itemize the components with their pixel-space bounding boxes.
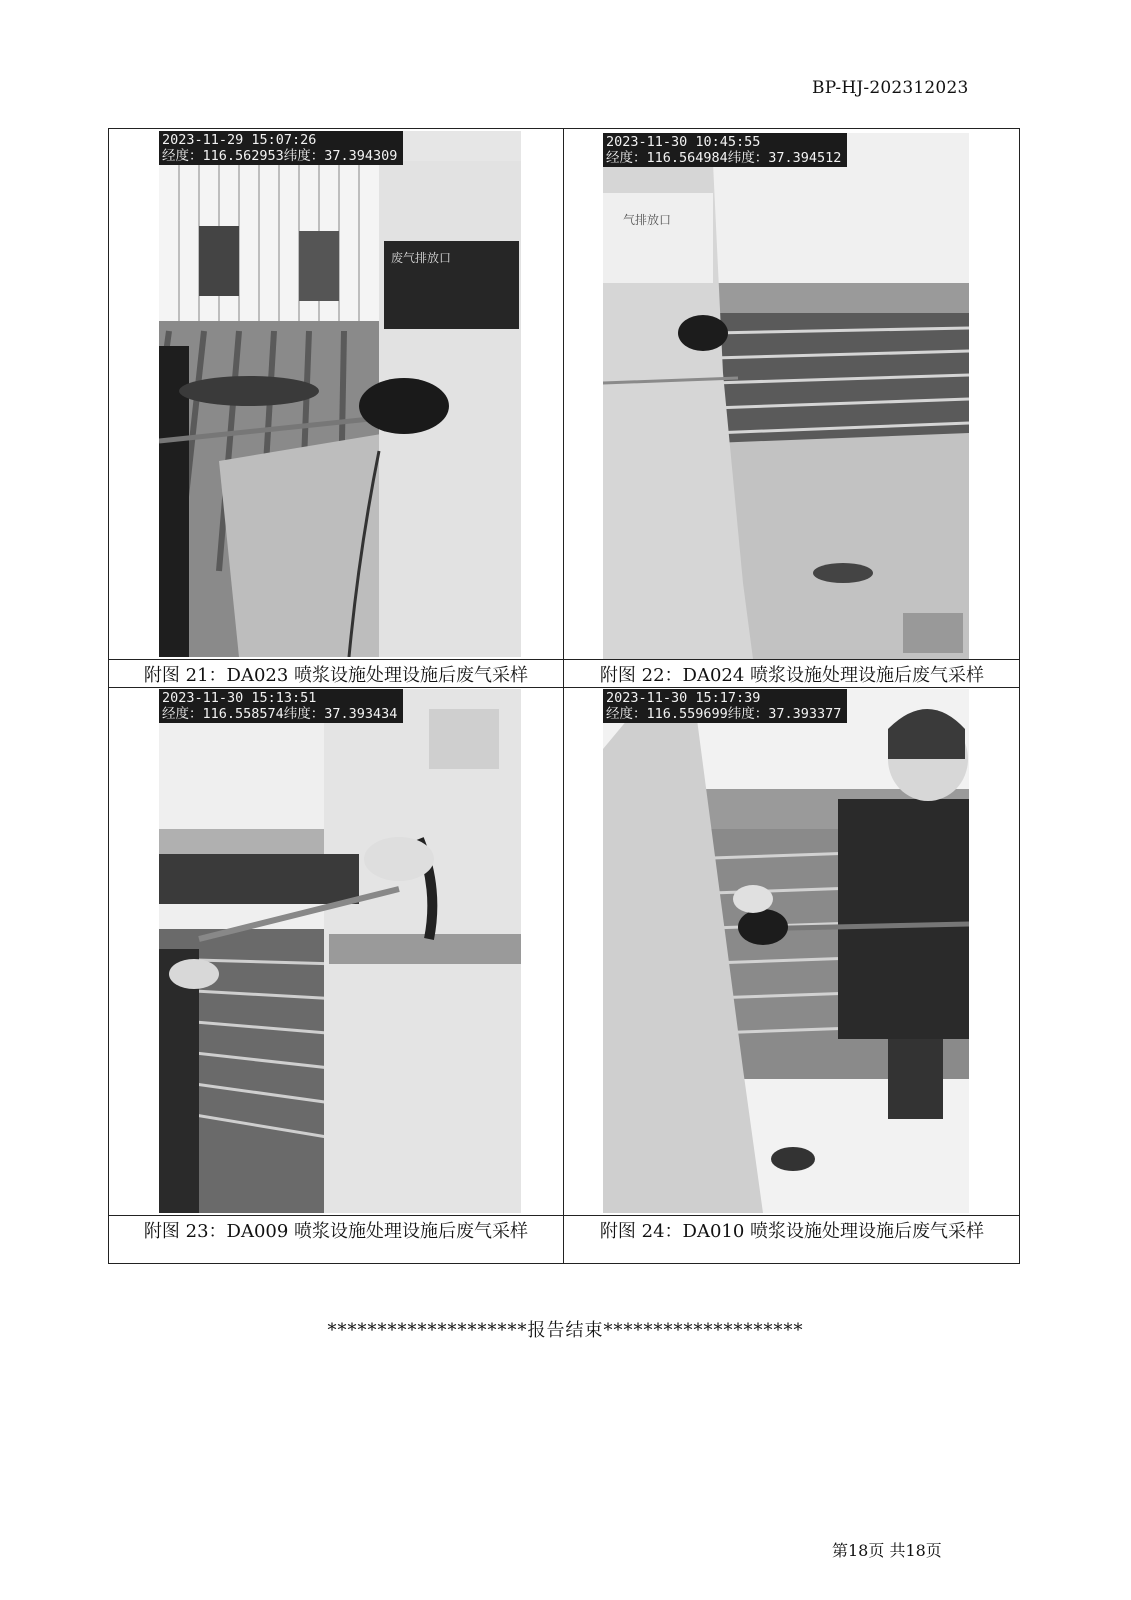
report-end-marker: ********************报告结束********************	[327, 1320, 804, 1341]
photo-21-image	[159, 131, 521, 657]
photo-22-sign-text: 气排放口	[623, 213, 672, 227]
photo-cell-24	[563, 687, 1021, 1265]
photo-24	[603, 689, 969, 1213]
page-number: 第18页 共18页	[832, 1541, 942, 1560]
photo-21-sign-text: 废气排放口	[391, 251, 452, 265]
photo-21-caption: 附图 21：DA023 喷浆设施处理设施后废气采样	[143, 665, 529, 686]
photo-24-timestamp: 2023-11-30 15:17:39 经度：116.559699纬度：37.393377	[603, 689, 847, 723]
photo-21	[159, 131, 521, 657]
document-code: BP-HJ-202312023	[812, 78, 969, 98]
photo-23-caption: 附图 23：DA009 喷浆设施处理设施后废气采样	[143, 1221, 529, 1242]
photo-23-image	[159, 689, 521, 1213]
photo-22-timestamp: 2023-11-30 10:45:55 经度：116.564984纬度：37.394512	[603, 133, 847, 167]
photo-21-timestamp: 2023-11-29 15:07:26 经度：116.562953纬度：37.394309	[159, 131, 403, 165]
photo-24-caption: 附图 24：DA010 喷浆设施处理设施后废气采样	[599, 1221, 985, 1242]
photo-table	[108, 128, 1020, 1264]
photo-cell-22	[563, 129, 1021, 687]
photo-23-timestamp: 2023-11-30 15:13:51 经度：116.558574纬度：37.393434	[159, 689, 403, 723]
photo-23	[159, 689, 521, 1213]
photo-24-image	[603, 689, 969, 1213]
photo-22-caption: 附图 22：DA024 喷浆设施处理设施后废气采样	[599, 665, 985, 686]
photo-cell-23	[109, 687, 563, 1265]
photo-cell-21	[109, 129, 563, 687]
photo-22	[603, 133, 969, 659]
